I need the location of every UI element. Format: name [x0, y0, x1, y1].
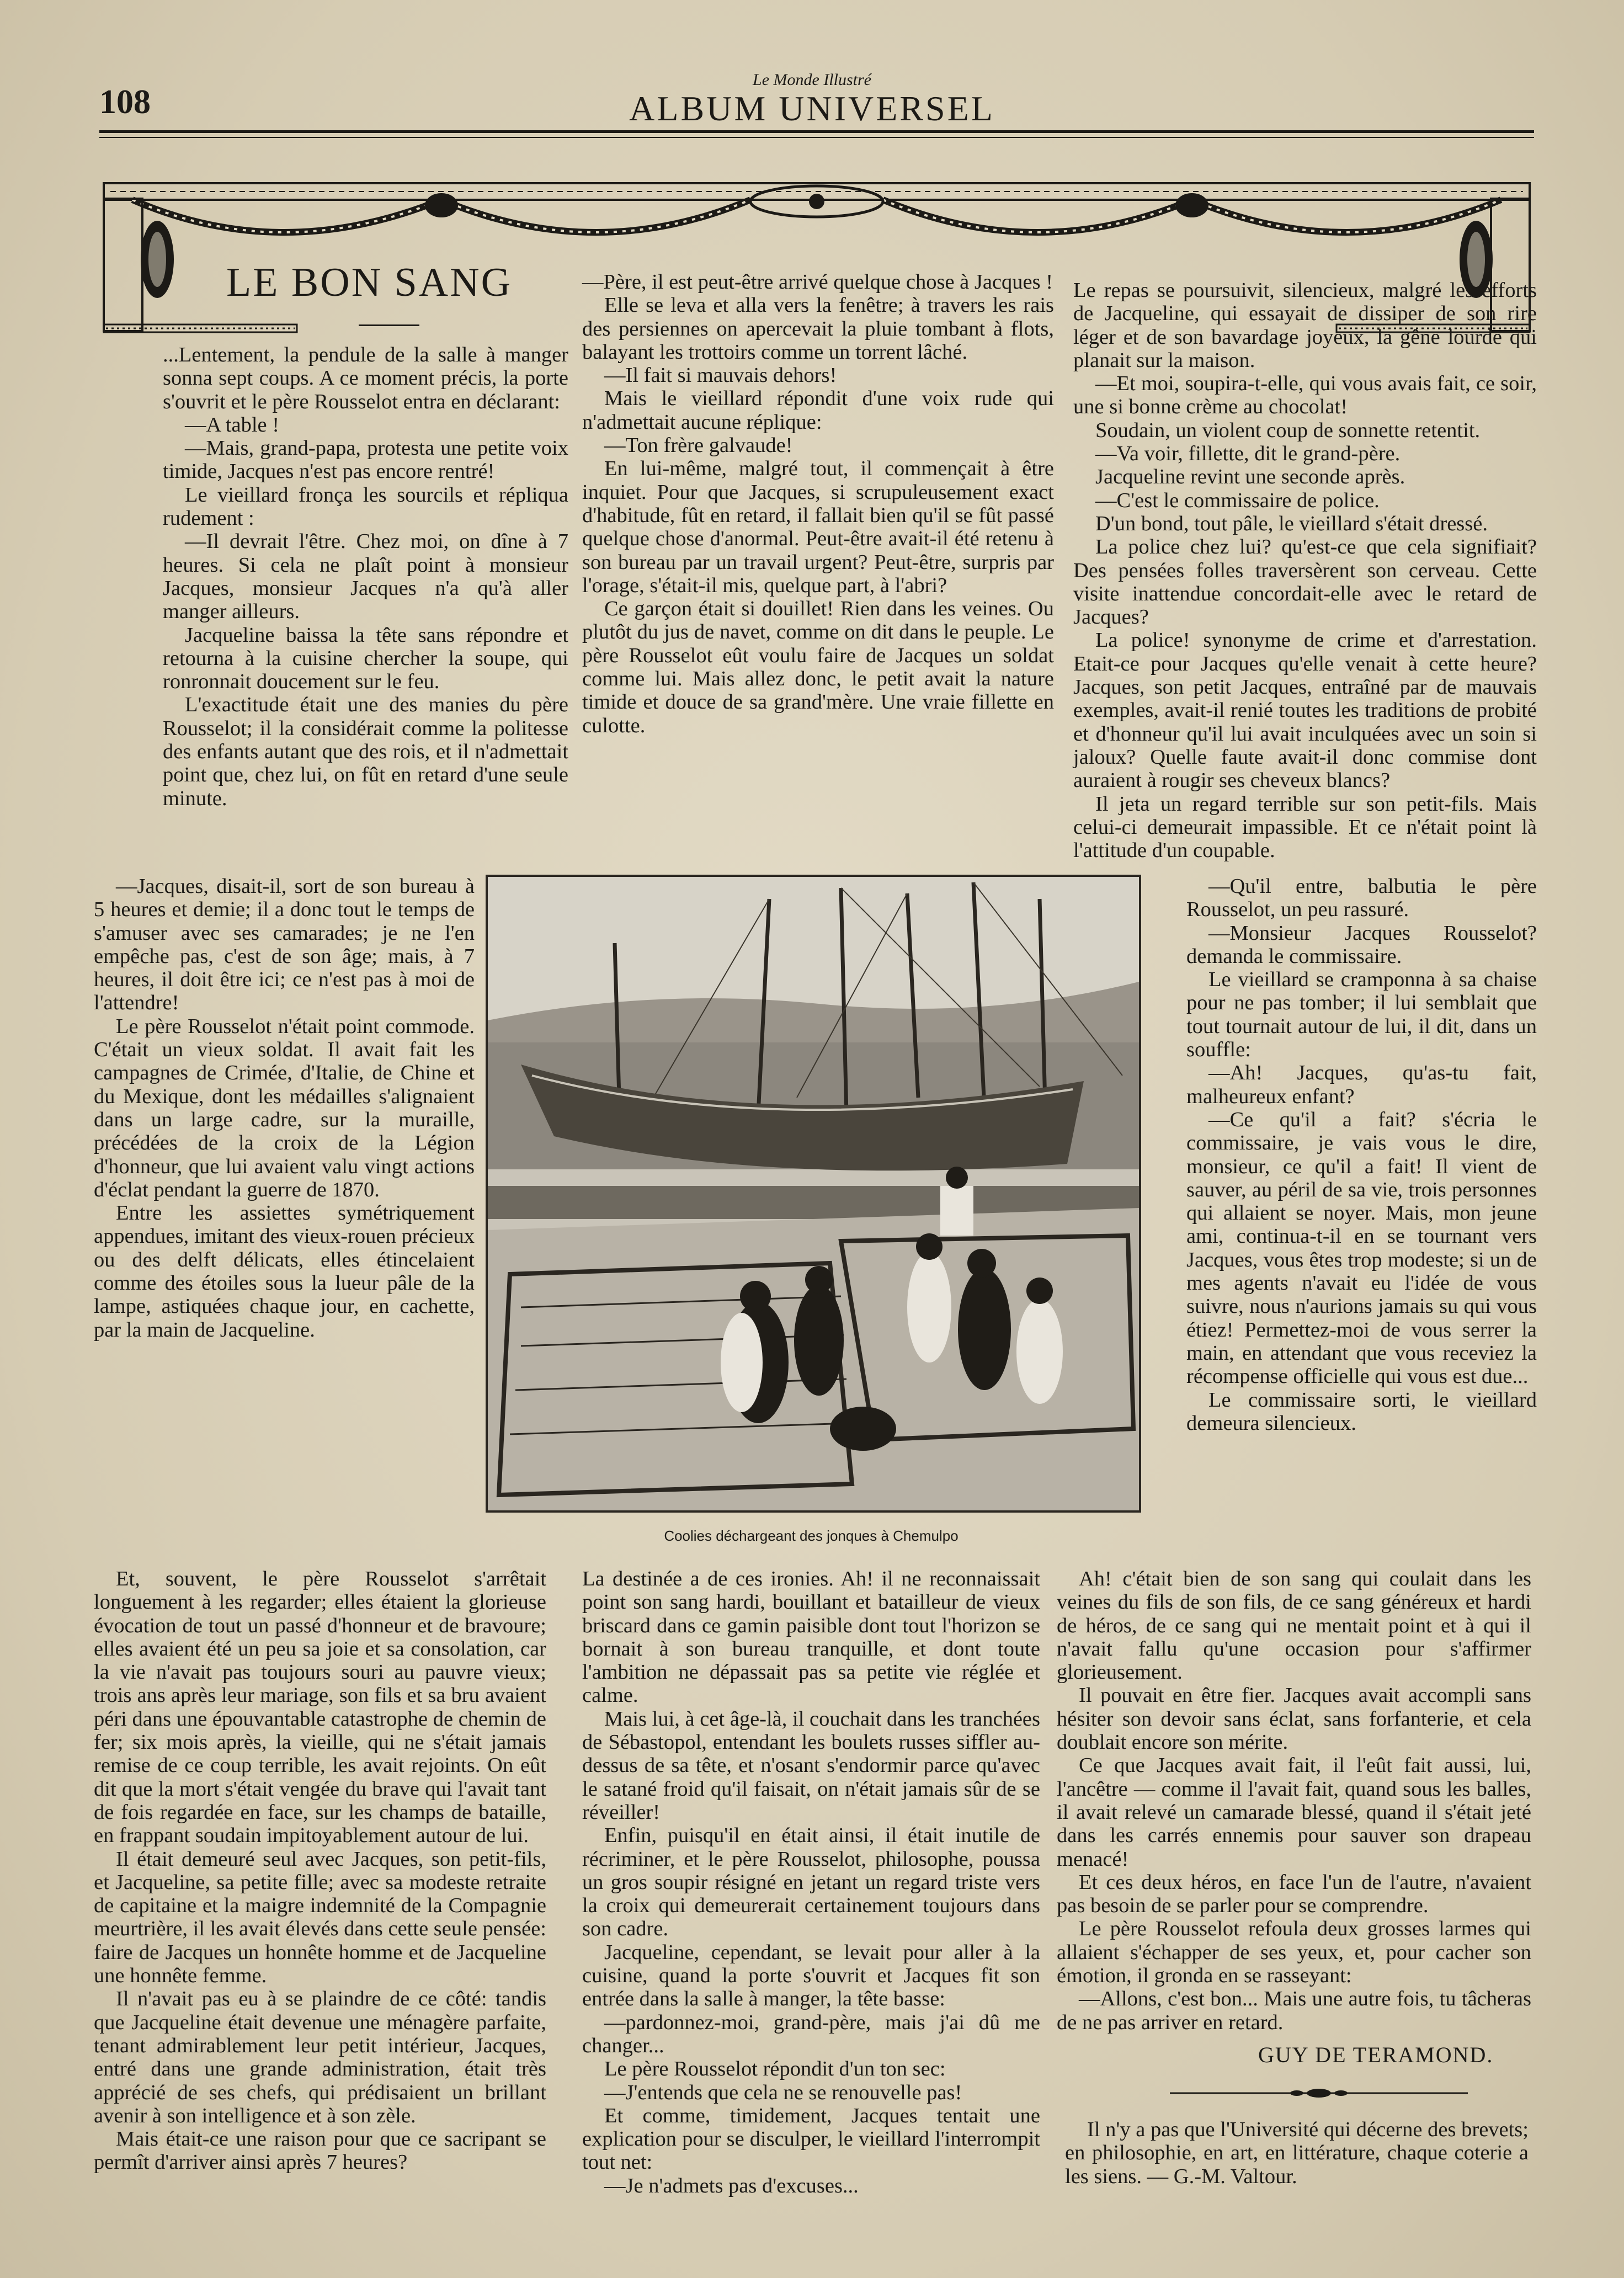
masthead-subtitle: Le Monde Illustré: [753, 71, 871, 89]
paragraph: Le père Rousselot n'était point commode. C'était un vieux soldat. Il avait fait les campagnes de Crimée, d'Italie, de Chine et du Mexique, dont les médailles s'alignaient dans un large cadre, sur la muraille, précédées de la croix de la Légion d'honneur, que lui avaient valu vingt actions d'éclat pendant la guerre de 1870.: [94, 1014, 475, 1201]
paragraph: Elle se leva et alla vers la fenêtre; à travers les rais des persiennes on apercevait la pluie tombant à flots, balayant les trottoirs comme un torrent lâché.: [582, 294, 1054, 364]
paragraph: —Ah! Jacques, qu'as-tu fait, malheureux enfant?: [1186, 1061, 1537, 1108]
junks-illustration: [488, 877, 1139, 1510]
paragraph: Ce que Jacques avait fait, il l'eût fait aussi, lui, l'ancêtre — comme il l'avait fait, quand sous les balles, il avait relevé un camarade blessé, quand il s'était jeté dans les carrés ennemis pour sauver son drapeau menacé!: [1057, 1754, 1531, 1871]
paragraph: —Je n'admets pas d'excuses...: [604, 2174, 859, 2197]
paragraph: —Monsieur Jacques Rousselot? demanda le commissaire.: [1186, 921, 1537, 968]
paragraph: —Ton frère galvaude!: [604, 434, 793, 457]
article-column-1-lower: [94, 1567, 546, 2174]
quote-text: Il n'y a pas que l'Université qui décerne des brevets; en philosophie, en art, en littérature, chaque coterie a les siens. — G.-M. Valtour.: [1065, 2118, 1529, 2188]
article-column-2-bottom: [582, 1567, 1040, 2197]
masthead-title: ALBUM UNIVERSEL: [629, 89, 995, 128]
paragraph: —Mais, grand-papa, protesta une petite voix timide, Jacques n'est pas encore rentré!: [163, 437, 568, 483]
paragraph: Et, souvent, le père Rousselot s'arrêtait longuement à les regarder; elles étaient la glorieuse évocation de tout un passé d'honneur et de bravoure; elles avaient été un peu sa joie et sa consolation, car la vie n'avait pas toujours souri au pauvre vieux; trois ans après leur mariage, son fils et sa bru avaient péri dans une épouvantable catastrophe de chemin de fer; six mois après, la vieille, qui ne s'était jamais remise de ce coup terrible, les avait rejoints. On eût dit que la mort s'était vengée du brave qui l'avait tant de fois regardée en face, sur les champs de bataille, en frappant soudain impitoyablement autour de lui.: [94, 1567, 546, 1848]
paragraph: Jacqueline, cependant, se levait pour aller à la cuisine, quand la porte s'ouvrit et Jacques fit son entrée dans la salle à manger, la tête basse:: [582, 1940, 1040, 2011]
article-column-2-top: [582, 270, 1054, 737]
paragraph: —Allons, c'est bon... Mais une autre fois, tu tâcheras de ne pas arriver en retard.: [1057, 1987, 1531, 2034]
paragraph: Le père Rousselot répondit d'un ton sec:: [604, 2057, 946, 2081]
paragraph: Il était demeuré seul avec Jacques, son petit-fils, et Jacqueline, sa petite fille; avec sa modeste retraite de capitaine et la maigre indemnité de la Compagnie meurtrière, il les avait élevés dans cette seule pensée: faire de Jacques un honnête homme et de Jacqueline une honnête femme.: [94, 1847, 546, 1988]
article-column-1: [163, 343, 568, 810]
paragraph: —Ce qu'il a fait? s'écria le commissaire, je vais vous le dire, monsieur, ce qu'il a fait! Il vient de sauver, au péril de sa vie, trois personnes qui allaient se noyer. Mais, mon jeune ami, continua-t-il en se tournant vers Jacques, vous êtes trop modeste; si un de mes agents n'avait eu l'idée de vous suivre, nous n'aurions jamais su qui vous étiez! Permettez-moi de vous serrer la main, en attendant que vous receviez la récompense officielle qui vous est due...: [1186, 1108, 1537, 1388]
header-rule-thin: [99, 137, 1534, 138]
paragraph: —Jacques, disait-il, sort de son bureau à 5 heures et demie; il a donc tout le temps de s'amuser avec ses camarades; je ne l'en empêche pas, c'est de son âge; mais, à 7 heures, il doit être ici; ce n'est pas à moi de l'attendre!: [94, 875, 475, 1015]
paragraph: —J'entends que cela ne se renouvelle pas!: [604, 2080, 962, 2104]
paragraph: Et ces deux héros, en face l'un de l'autre, n'avaient pas besoin de se parler pour se comprendre.: [1057, 1870, 1531, 1918]
paragraph: Jacqueline baissa la tête sans répondre et retourna à la cuisine chercher la soupe, qui ronronnait doucement sur le feu.: [163, 623, 568, 694]
paragraph: Enfin, puisqu'il en était ainsi, il était inutile de récriminer, et le père Rousselot, philosophe, poussa un gros soupir résigné en jetant un regard triste vers la croix qui demeurerait certainement toujours dans son cadre.: [582, 1824, 1040, 1941]
article-column-1-beside-photo: [94, 875, 475, 1342]
photo-caption: Coolies déchargeant des jonques à Chemulpo: [664, 1527, 959, 1544]
paragraph: Il jeta un regard terrible sur son petit-fils. Mais celui-ci demeurait impassible. Et ce n'était point là l'attitude d'un coupable.: [1073, 792, 1537, 863]
paragraph: D'un bond, tout pâle, le vieillard s'était dressé.: [1095, 512, 1488, 535]
paragraph: Il pouvait en être fier. Jacques avait accompli sans hésiter son devoir sans éclat, sans forfanterie, et cela doublait encore son mérite.: [1057, 1684, 1531, 1754]
closing-quote: [1065, 2118, 1529, 2188]
paragraph: Ce garçon était si douillet! Rien dans les veines. Ou plutôt du jus de navet, comme on dit dans le peuple. Le père Rousselot eût voulu faire de Jacques un soldat comme lui. Mais allez donc, le petit avait la nature timide et douce de sa grand'mère. Une vraie fillette en culotte.: [582, 597, 1054, 737]
paragraph: Le vieillard se cramponna à sa chaise pour ne pas tomber; il lui semblait que tout tournait autour de lui, il dit, dans un souffle:: [1186, 968, 1537, 1062]
paragraph: Mais le vieillard répondit d'une voix rude qui n'admettait aucune réplique:: [582, 387, 1054, 434]
article-title: LE BON SANG: [226, 260, 513, 305]
paragraph: —Il fait si mauvais dehors!: [604, 364, 837, 387]
paragraph: —Qu'il entre, balbutia le père Rousselot, un peu rassuré.: [1186, 875, 1537, 922]
paragraph: Le père Rousselot refoula deux grosses larmes qui allaient s'échapper de ses yeux, et, pour cacher son émotion, il gronda en se rasseyant:: [1057, 1917, 1531, 1988]
article-column-3-lower: [1057, 1567, 1531, 2034]
paragraph: En lui-même, malgré tout, il commençait à être inquiet. Pour que Jacques, si scrupuleusement exact d'habitude, fût en retard, il fallait bien qu'il se fût passé quelque chose d'anormal. Peut-être avait-il été retenu à son bureau par un travail urgent? Peut-être, surpris par l'orage, s'était-il mis, quelque part, à l'abri?: [582, 457, 1054, 597]
paragraph: —C'est le commissaire de police.: [1095, 488, 1380, 512]
paragraph: Le commissaire sorti, le vieillard demeura silencieux.: [1186, 1388, 1537, 1435]
author-signature: GUY DE TERAMOND.: [1258, 2042, 1494, 2067]
paragraph: L'exactitude était une des manies du père Rousselot; il la considérait comme la politesse des enfants autant que des rois, et il n'admettait point que, chez lui, on fût en retard d'une seule minute.: [163, 693, 568, 810]
paragraph: La destinée a de ces ironies. Ah! il ne reconnaissait point son sang hardi, bouillant et batailleur de vieux briscard dans ce gamin paisible dont tout l'horizon se bornait à son bureau tranquille, et dont toute l'ambition ne dépassait pas sa petite vie réglée et calme.: [582, 1567, 1040, 1707]
paragraph: Le repas se poursuivit, silencieux, malgré les efforts de Jacqueline, qui essayait de dissiper de son rire léger et de son bavardage joyeux, la gêne lourde qui planait sur la maison.: [1073, 279, 1537, 372]
paragraph: —A table !: [185, 413, 280, 437]
paragraph: Le vieillard fronça les sourcils et répliqua rudement :: [163, 483, 568, 530]
header-rule-thick: [99, 130, 1534, 133]
divider-ornament: [1170, 2085, 1468, 2101]
paragraph: Ah! c'était bien de son sang qui coulait dans les veines du fils de son fils, de ce sang généreux et hardi de héros, de ce sang qui ne mentait point et à qui il n'avait fallu qu'une occasion pour s'affirmer glorieusement.: [1057, 1567, 1531, 1684]
page-number: 108: [99, 83, 151, 121]
paragraph: ...Lentement, la pendule de la salle à manger sonna sept coups. A ce moment précis, la porte s'ouvrit et le père Rousselot entra en déclarant:: [163, 343, 568, 413]
paragraph: —Et moi, soupira-t-elle, qui vous avais fait, ce soir, une si bonne crème au chocolat!: [1073, 372, 1537, 419]
paragraph: —pardonnez-moi, grand-père, mais j'ai dû me changer...: [582, 2010, 1040, 2057]
harbour-photograph: [486, 875, 1141, 1513]
paragraph: Mais lui, à cet âge-là, il couchait dans les tranchées de Sébastopol, entendant les boulets russes siffler au-dessus de sa tête, et n'osant s'endormir parce qu'avec le satané froid qu'il faisait, on n'était jamais sûr de se réveiller!: [582, 1707, 1041, 1824]
title-underline: [359, 324, 419, 326]
paragraph: Il n'avait pas eu à se plaindre de ce côté: tandis que Jacqueline était devenue une ménagère parfaite, tenant admirablement leur petit intérieur, Jacques, entré dans une grande administration, était très apprécié de ses chefs, qui prédisaient un brillant avenir à son intelligence et à son zèle.: [94, 1987, 546, 2127]
article-column-3: [1073, 279, 1537, 862]
paragraph: —Il devrait l'être. Chez moi, on dîne à 7 heures. Si cela ne plaît point à monsieur Jacques, monsieur Jacques n'a qu'à aller manger ailleurs.: [163, 530, 568, 624]
article-column-3-beside-photo: [1186, 875, 1537, 1435]
paragraph: Jacqueline revint une seconde après.: [1095, 465, 1405, 489]
paragraph: La police chez lui? qu'est-ce que cela signifiait? Des pensées folles traversèrent son cerveau. Cette visite inattendue concordait-elle avec le retard de Jacques?: [1073, 535, 1537, 629]
paragraph: Soudain, un violent coup de sonnette retentit.: [1095, 418, 1481, 442]
paragraph: —Père, il est peut-être arrivé quelque chose à Jacques !: [582, 270, 1053, 294]
paragraph: Entre les assiettes symétriquement appendues, imitant des vieux-rouen précieux ou des delft délicats, elles étincelaient comme des étoiles sous la lueur pâle de la lampe, astiquées chaque jour, en cachette, par la main de Jacqueline.: [94, 1201, 475, 1342]
paragraph: La police! synonyme de crime et d'arrestation. Etait-ce pour Jacques qu'elle venait à cette heure? Jacques, son petit Jacques, entraîné par de mauvais exemples, avait-il renié toutes les traditions de probité et d'honneur qu'il lui avait inculquées avec un soin si jaloux? Quelle faute avait-il donc commise dont auraient à rougir ses cheveux blancs?: [1073, 629, 1537, 792]
paragraph: Mais était-ce une raison pour que ce sacripant se permît d'arriver ainsi après 7 heures?: [94, 2127, 546, 2174]
paragraph: Et comme, timidement, Jacques tentait une explication pour se disculper, le vieillard l'interrompit tout net:: [582, 2104, 1040, 2174]
paragraph: —Va voir, fillette, dit le grand-père.: [1095, 442, 1401, 466]
